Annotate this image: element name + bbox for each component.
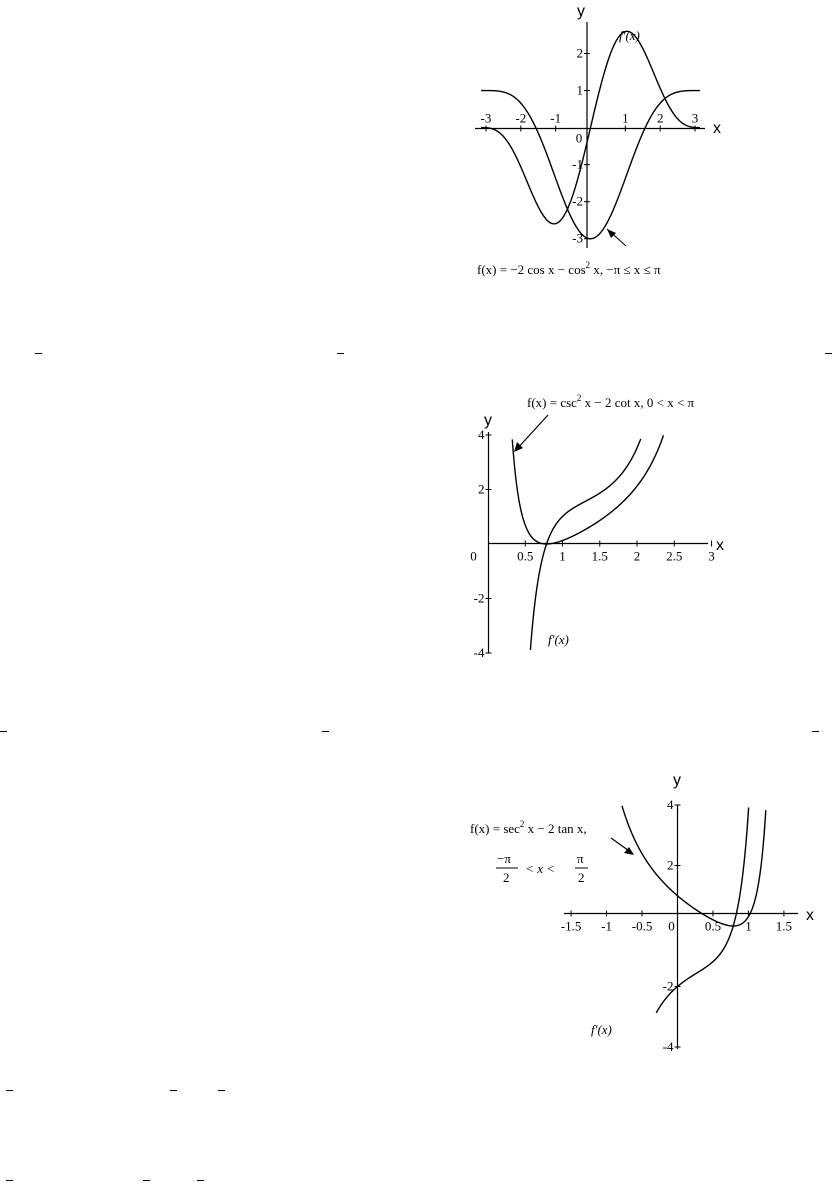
chart-2-x-axis-title: x: [716, 537, 724, 554]
margin-mark: [322, 731, 329, 732]
margin-mark: [143, 1180, 150, 1181]
margin-mark: [218, 1090, 225, 1091]
chart-2-f-label-sup: 2: [576, 393, 582, 403]
chart-1-y-tick-label: 2: [576, 45, 583, 61]
margin-mark: [825, 353, 832, 354]
margin-mark: [337, 353, 344, 354]
margin-mark: [6, 1090, 13, 1091]
chart-2-x-tick-label: 1.5: [591, 548, 608, 564]
chart-2-y-tick-label: 2: [478, 481, 485, 497]
chart-1-y-tick-label: -3: [572, 230, 583, 246]
chart-2-f-label: [527, 393, 695, 410]
chart-1-y-axis-title: y: [577, 3, 585, 20]
chart-2-y-tick-label: -2: [473, 590, 485, 606]
chart-2-x-tick-label: 2: [633, 548, 641, 564]
chart-3-domain-rhs-num: π: [577, 851, 584, 866]
chart-1-x-tick-label: 1: [622, 110, 629, 126]
chart-3-x-tick-label: -1.5: [560, 918, 582, 934]
margin-mark: [0, 731, 7, 732]
chart-1-x-tick-label: 0: [575, 130, 583, 146]
chart-2: [470, 380, 770, 660]
chart-2-x-tick-label: 0: [470, 548, 477, 564]
chart-3-domain-lhs-den: 2: [503, 870, 510, 885]
chart-2-series-fprime: [530, 439, 640, 650]
chart-3-domain-label: [496, 851, 588, 885]
margin-mark: [812, 731, 819, 732]
chart-3-f-label-rhs: x − 2 tan x,: [524, 821, 587, 836]
margin-mark: [170, 1090, 177, 1091]
chart-2-f-label-lhs: f(x) = csc: [527, 395, 577, 410]
chart-3-x-tick-label: -1: [601, 918, 612, 934]
chart-3-x-axis-title: x: [806, 907, 814, 924]
chart-3-domain-rhs-den: 2: [578, 870, 585, 885]
chart-1-f-label-rhs: x, −π ≤ x ≤ π: [590, 262, 661, 277]
chart-3-x-tick-label: -0.5: [631, 918, 653, 934]
chart-2-f-label-rhs: x − 2 cot x, 0 < x < π: [581, 395, 695, 410]
margin-mark: [197, 1180, 204, 1181]
chart-3-domain-lhs-num: −π: [497, 851, 511, 866]
chart-2-series-f: [512, 435, 663, 544]
chart-3-series: [622, 806, 766, 1013]
chart-3-f-label: [470, 819, 587, 836]
chart-1-ticks: [481, 45, 699, 245]
chart-1-x-tick-label: -1: [550, 110, 562, 126]
chart-2-y-tick-label: -4: [473, 645, 485, 660]
chart-2-x-tick-label: 3: [708, 548, 715, 564]
chart-1-fprime-label: f′(x): [619, 28, 640, 43]
chart-1-series-f: [481, 91, 700, 239]
chart-1-arrow-head: [607, 229, 616, 238]
margin-mark: [35, 353, 42, 354]
chart-3-y-tick-label: 2: [667, 857, 674, 873]
chart-1-y-tick-label: -2: [572, 193, 583, 209]
chart-1-f-label-sup: 2: [585, 260, 591, 270]
chart-3-y-tick-label: 4: [667, 797, 674, 812]
chart-1-x-tick-label: -3: [480, 110, 492, 126]
chart-2-x-tick-label: 0.5: [517, 548, 534, 564]
chart-1-x-tick-label: -2: [515, 110, 527, 126]
chart-2-x-tick-label: 2.5: [666, 548, 683, 564]
chart-3-y-tick-label: -4: [662, 1039, 674, 1054]
chart-1-series: [481, 31, 700, 238]
chart-1-x-axis-title: x: [713, 120, 721, 137]
chart-2-axes: [488, 432, 708, 653]
chart-3-f-label-sup: 2: [519, 819, 525, 829]
chart-1-x-tick-label: 2: [656, 110, 664, 126]
chart-1: [465, 0, 725, 285]
chart-2-y-tick-label: 4: [478, 427, 485, 442]
chart-3-domain-mid: < x <: [522, 861, 559, 876]
chart-2-fprime-label: f′(x): [548, 632, 569, 647]
chart-3-y-tick-label: -2: [662, 978, 674, 994]
chart-3-y-axis-title: y: [673, 772, 681, 789]
chart-1-x-tick-label: 3: [691, 110, 699, 126]
chart-3-x-tick-label: 1: [745, 918, 752, 934]
chart-3-x-tick-label: 1.5: [775, 918, 793, 934]
chart-1-f-label-lhs: f(x) = −2 cos x − cos: [477, 262, 586, 277]
margin-mark: [6, 1180, 13, 1181]
chart-3-f-label-lhs: f(x) = sec: [470, 821, 520, 836]
chart-3-x-tick-label: 0.5: [704, 918, 722, 934]
chart-1-series-fprime: [481, 31, 700, 224]
chart-3-ticks: [561, 797, 792, 1054]
chart-2-x-tick-label: 1: [559, 548, 566, 564]
chart-3-x-tick-label: 0: [668, 918, 675, 934]
chart-1-y-tick-label: 1: [576, 82, 583, 98]
chart-2-y-axis-title: y: [484, 412, 492, 429]
chart-1-f-label: [477, 260, 661, 277]
chart-3: [466, 765, 826, 1065]
chart-2-series: [512, 435, 663, 650]
chart-2-arrow-shaft: [516, 415, 548, 450]
chart-1-axes: [475, 22, 705, 248]
chart-3-fprime-label: f′(x): [591, 1022, 612, 1037]
chart-1-y-tick-label: -1: [572, 156, 583, 172]
